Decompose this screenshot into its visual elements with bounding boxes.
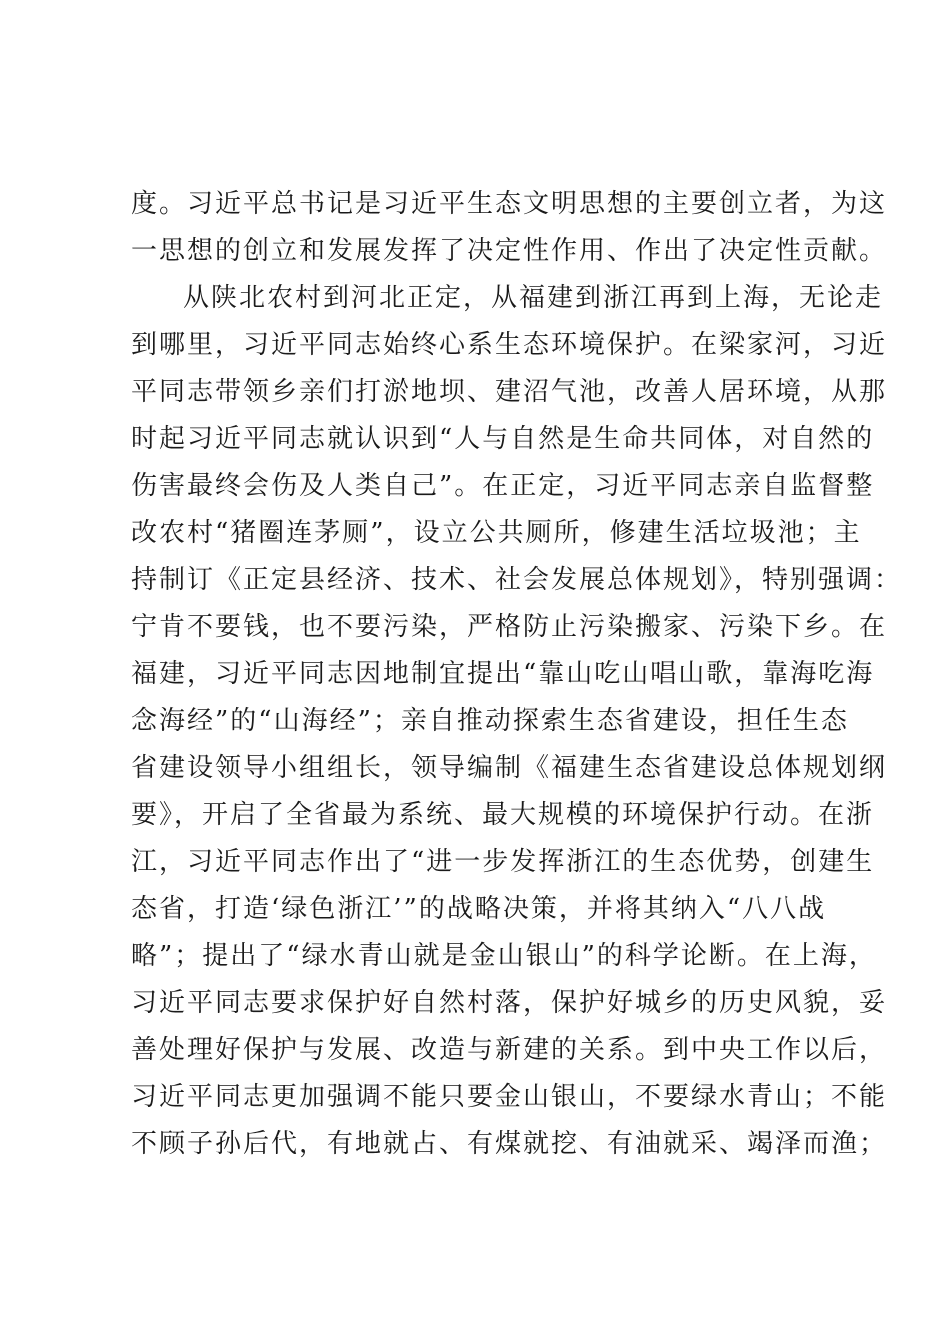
text-line: 要》，开启了全省最为系统、最大规模的环境保护行动。在浙 [131,800,875,830]
text-line: 到哪里，习近平同志始终心系生态环境保护。在梁家河，习近 [131,330,888,360]
text-line: 平同志带领乡亲们打淤地坝、建沼气池，改善人居环境，从那 [131,377,888,407]
text-line: 伤害最终会伤及人类自己”。在正定，习近平同志亲自监督整 [131,471,875,501]
text-line: 福建，习近平同志因地制宜提出“靠山吃山唱山歌，靠海吃海 [131,659,875,689]
text-line: 不顾子孙后代，有地就占、有煤就挖、有油就采、竭泽而渔； [131,1129,888,1159]
text-line: 态省，打造‘绿色浙江’”的战略决策，并将其纳入“八八战 [131,894,827,924]
text-line: 省建设领导小组组长，领导编制《福建生态省建设总体规划纲 [131,753,888,783]
text-line: 江，习近平同志作出了“进一步发挥浙江的生态优势，创建生 [131,847,875,877]
text-line: 念海经”的“山海经”；亲自推动探索生态省建设，担任生态 [131,706,849,736]
text-line: 习近平同志要求保护好自然村落，保护好城乡的历史风貌，妥 [131,988,888,1018]
text-line: 习近平同志更加强调不能只要金山银山，不要绿水青山；不能 [131,1082,888,1112]
text-line: 一思想的创立和发展发挥了决定性作用、作出了决定性贡献。 [131,236,888,266]
text-line: 略”；提出了“绿水青山就是金山银山”的科学论断。在上海， [131,941,877,971]
paragraph-start-line: 从陕北农村到河北正定，从福建到浙江再到上海，无论走 [183,283,884,313]
body-text [131,181,903,1168]
text-line: 善处理好保护与发展、改造与新建的关系。到中央工作以后， [131,1035,888,1065]
text-line: 改农村“猪圈连茅厕”，设立公共厕所，修建生活垃圾池；主 [131,518,862,548]
text-line: 宁肯不要钱，也不要污染，严格防止污染搬家、污染下乡。在 [131,612,888,642]
text-line: 持制订《正定县经济、技术、社会发展总体规划》，特别强调： [131,565,903,595]
text-line: 时起习近平同志就认识到“人与自然是生命共同体，对自然的 [131,424,875,454]
text-line: 度。习近平总书记是习近平生态文明思想的主要创立者，为这 [131,189,888,219]
